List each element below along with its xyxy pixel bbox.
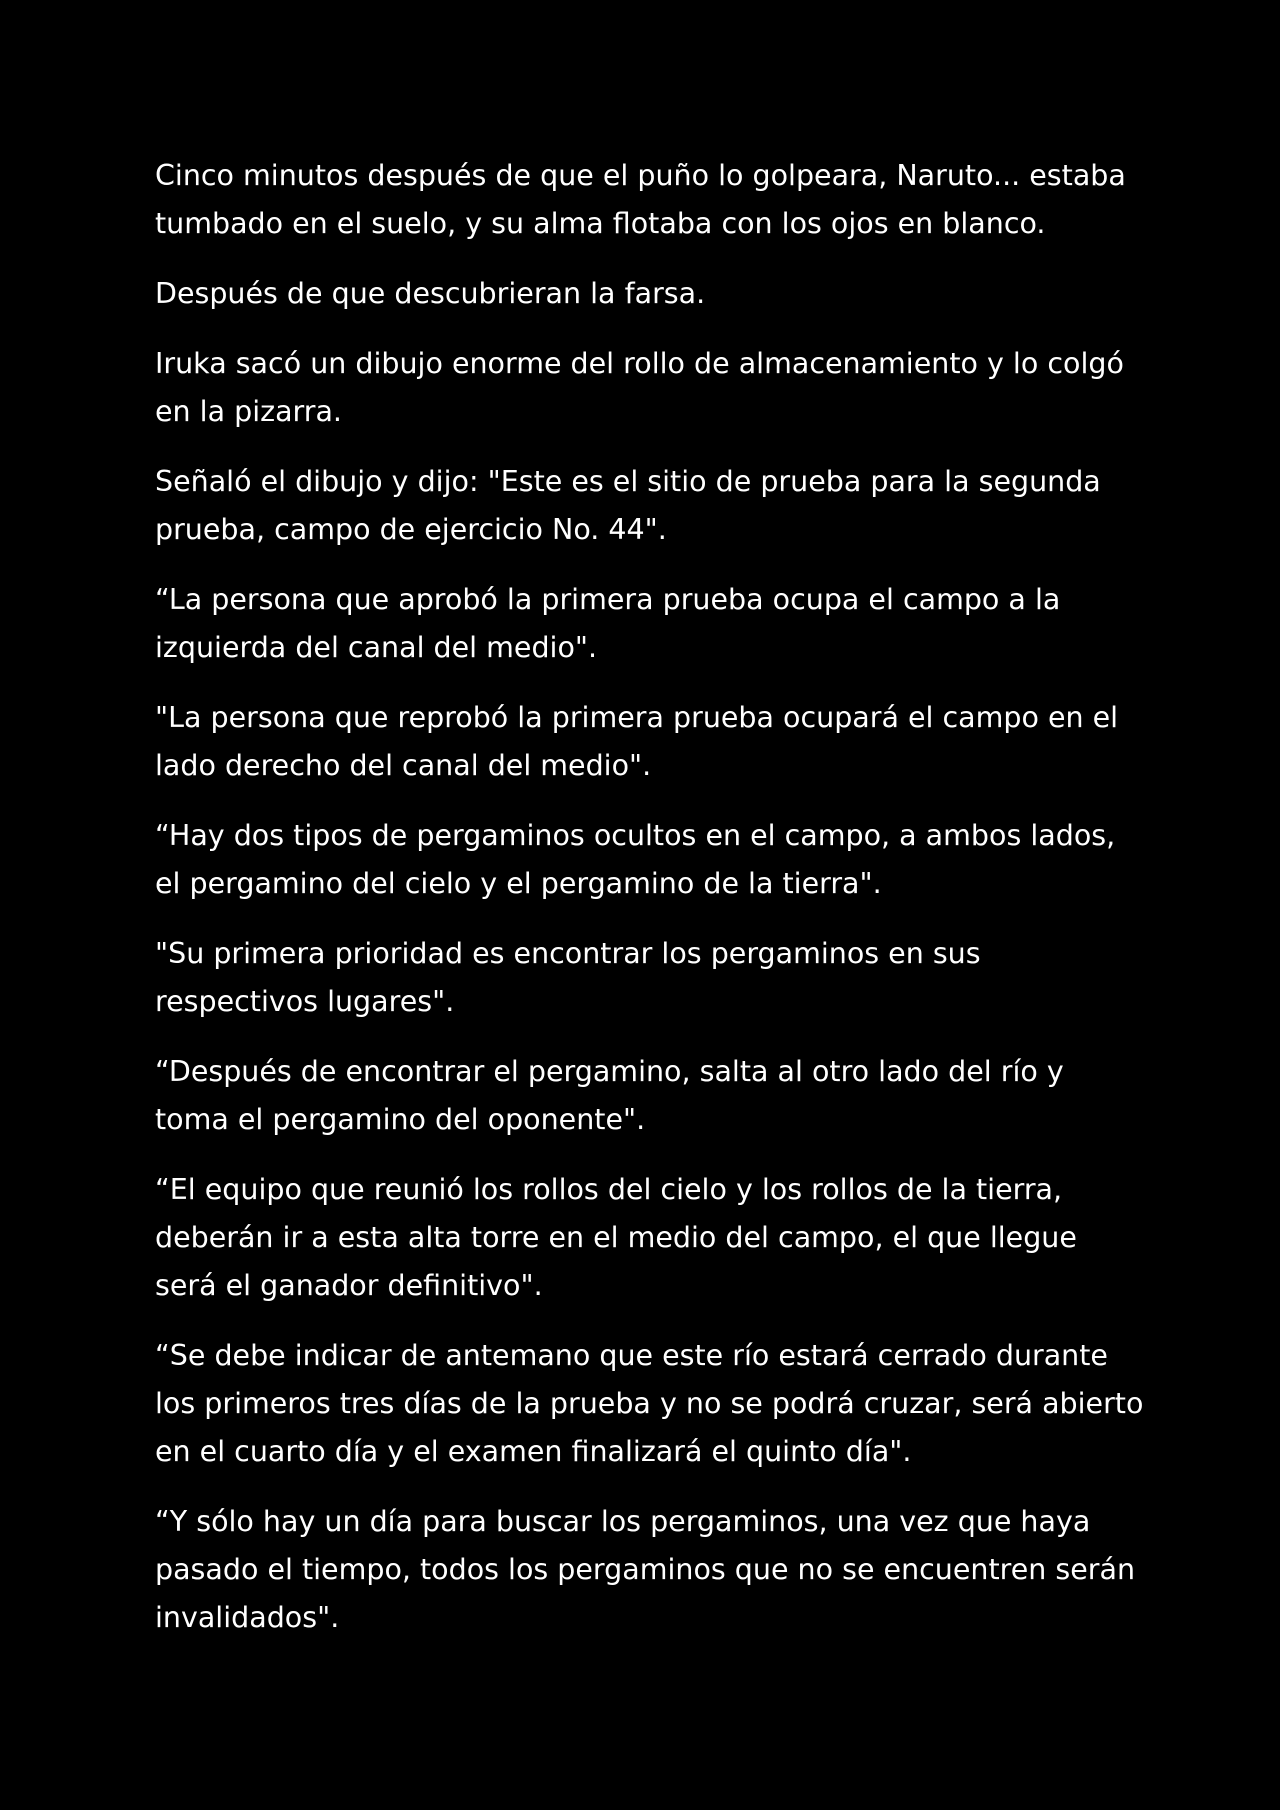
paragraph: "Su primera prioridad es encontrar los pergaminos en sus respectivos lugares".: [155, 937, 981, 1018]
paragraph: “Se debe indicar de antemano que este río estará cerrado durante los primeros tres días de la prueba y no se podrá cruzar, será abierto en el cuarto día y el examen finalizará el quinto día".: [155, 1339, 1144, 1468]
paragraph: Después de que descubrieran la farsa.: [155, 277, 706, 310]
paragraph: “Después de encontrar el pergamino, salta al otro lado del río y toma el pergamino del oponente".: [155, 1055, 1064, 1136]
paragraph: “Y sólo hay un día para buscar los pergaminos, una vez que haya pasado el tiempo, todos los pergaminos que no se encuentren serán invalidados".: [155, 1505, 1136, 1634]
paragraph: Cinco minutos después de que el puño lo golpeara, Naruto... estaba tumbado en el suelo, y su alma flotaba con los ojos en blanco.: [155, 159, 1126, 240]
paragraph: Señaló el dibujo y dijo: "Este es el sitio de prueba para la segunda prueba, campo de ejercicio No. 44".: [155, 465, 1101, 546]
paragraph: “Hay dos tipos de pergaminos ocultos en el campo, a ambos lados, el pergamino del cielo y el pergamino de la tierra".: [155, 819, 1116, 900]
paragraph: “La persona que aprobó la primera prueba ocupa el campo a la izquierda del canal del medio".: [155, 583, 1061, 664]
paragraph: “El equipo que reunió los rollos del cielo y los rollos de la tierra, deberán ir a esta alta torre en el medio del campo, el que llegue será el ganador definitivo".: [155, 1173, 1077, 1302]
document-body: [155, 152, 1145, 1642]
paragraph: "La persona que reprobó la primera prueba ocupará el campo en el lado derecho del canal del medio".: [155, 701, 1119, 782]
paragraph: Iruka sacó un dibujo enorme del rollo de almacenamiento y lo colgó en la pizarra.: [155, 347, 1124, 428]
